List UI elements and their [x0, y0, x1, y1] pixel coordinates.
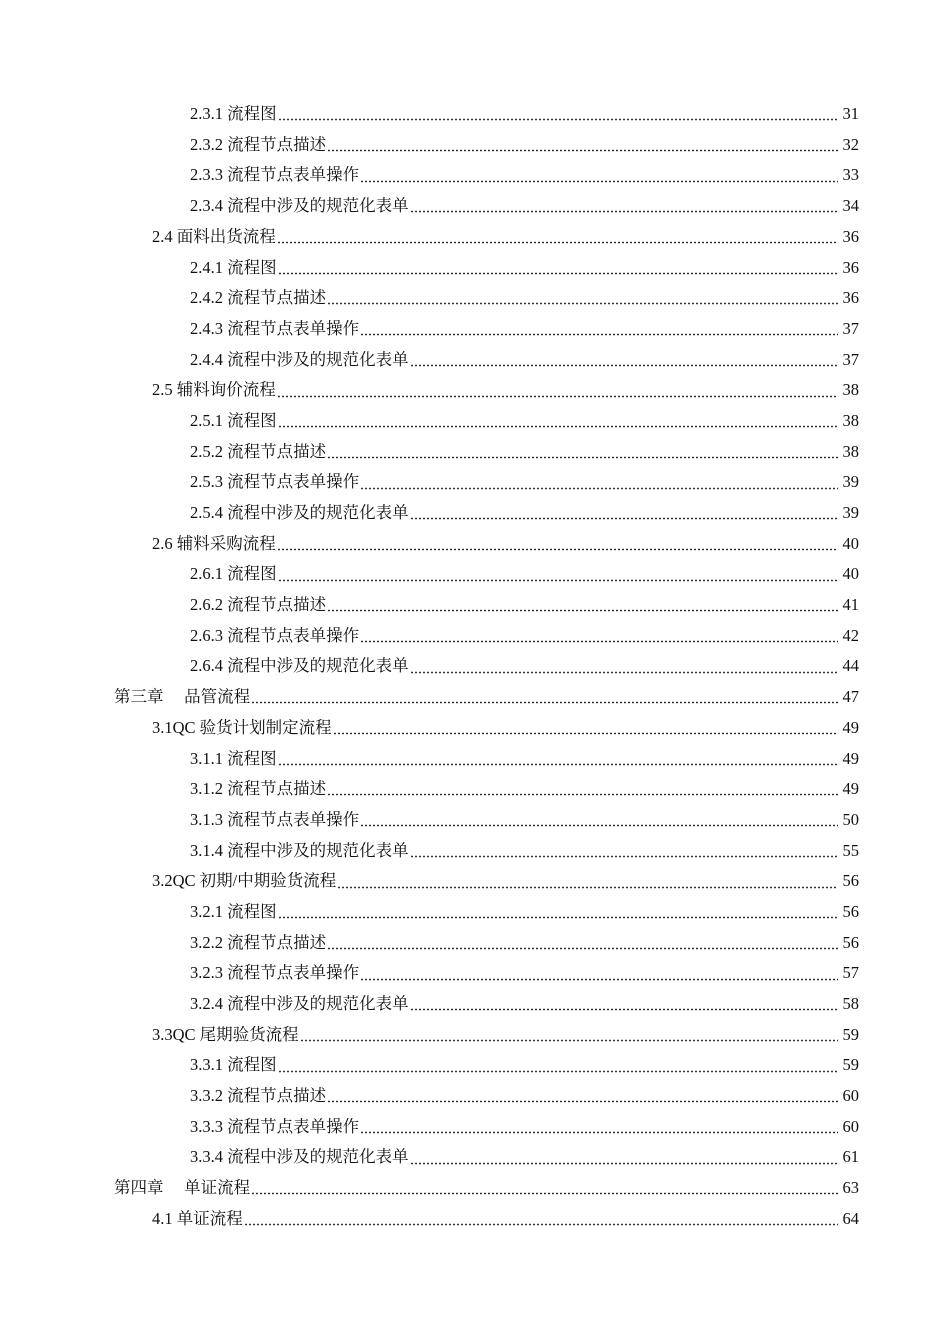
- toc-entry-title: 2.5 辅料询价流程: [152, 380, 276, 400]
- toc-page-number: 40: [842, 564, 859, 584]
- dot-leader: [277, 536, 838, 552]
- toc-entry-title: 2.6.3 流程节点表单操作: [190, 625, 360, 645]
- toc-subsection-entry[interactable]: [0, 774, 950, 805]
- toc-subsection-entry[interactable]: [0, 1142, 950, 1173]
- toc-entry-title: 3.3.4 流程中涉及的规范化表单: [190, 1147, 409, 1167]
- toc-subsection-entry[interactable]: [0, 283, 950, 314]
- toc-section-entry[interactable]: [0, 1020, 950, 1051]
- dot-leader: [278, 106, 838, 122]
- dot-leader: [410, 1150, 838, 1166]
- toc-entry-title: 3.1.3 流程节点表单操作: [190, 809, 360, 829]
- toc-subsection-entry[interactable]: [0, 99, 950, 130]
- toc-entry-title: 3.1.4 流程中涉及的规范化表单: [190, 840, 409, 860]
- dot-leader: [410, 505, 838, 521]
- toc-page-number: 38: [842, 380, 859, 400]
- toc-entry-title: 3.3.2 流程节点描述: [190, 1086, 327, 1106]
- dot-leader: [278, 567, 838, 583]
- toc-page-number: 56: [842, 871, 859, 891]
- toc-subsection-entry[interactable]: [0, 160, 950, 191]
- toc-page-number: 59: [842, 1055, 859, 1075]
- toc-subsection-entry[interactable]: [0, 406, 950, 437]
- toc-subsection-entry[interactable]: [0, 467, 950, 498]
- dot-leader: [410, 843, 838, 859]
- dot-leader: [277, 229, 838, 245]
- toc-page-number: 49: [842, 779, 859, 799]
- toc-subsection-entry[interactable]: [0, 836, 950, 867]
- toc-page-number: 34: [842, 196, 859, 216]
- toc-subsection-entry[interactable]: [0, 590, 950, 621]
- toc-entry-title: 3.3QC 尾期验货流程: [152, 1024, 299, 1044]
- toc-entry-title: 2.6 辅料采购流程: [152, 533, 276, 553]
- toc-page-number: 64: [842, 1208, 859, 1228]
- toc-page-number: 36: [842, 226, 859, 246]
- toc-entry-title: 2.6.2 流程节点描述: [190, 595, 327, 615]
- toc-entry-title: 2.4.2 流程节点描述: [190, 288, 327, 308]
- toc-page-number: 31: [842, 104, 859, 124]
- toc-section-entry[interactable]: [0, 222, 950, 253]
- toc-subsection-entry[interactable]: [0, 1081, 950, 1112]
- toc-page-number: 49: [842, 717, 859, 737]
- toc-entry-title: 3.2QC 初期/中期验货流程: [152, 871, 337, 891]
- dot-leader: [410, 659, 838, 675]
- toc-page-number: 56: [842, 901, 859, 921]
- toc-entry-title: 2.4.1 流程图: [190, 257, 277, 277]
- toc-page-number: 55: [842, 840, 859, 860]
- toc-page-number: 60: [842, 1116, 859, 1136]
- dot-leader: [410, 198, 838, 214]
- dot-leader: [360, 1119, 838, 1135]
- dot-leader: [251, 1180, 838, 1196]
- toc-page-number: 42: [842, 625, 859, 645]
- toc-entry-title: 3.2.4 流程中涉及的规范化表单: [190, 994, 409, 1014]
- dot-leader: [278, 904, 838, 920]
- dot-leader: [360, 812, 838, 828]
- dot-leader: [327, 1088, 838, 1104]
- toc-entry-title: 2.5.3 流程节点表单操作: [190, 472, 360, 492]
- toc-entry-title: 3.3.1 流程图: [190, 1055, 277, 1075]
- dot-leader: [327, 137, 838, 153]
- dot-leader: [360, 628, 838, 644]
- toc-subsection-entry[interactable]: [0, 989, 950, 1020]
- toc-entry-title: 2.3.4 流程中涉及的规范化表单: [190, 196, 409, 216]
- toc-page-number: 38: [842, 410, 859, 430]
- toc-page-number: 41: [842, 595, 859, 615]
- toc-subsection-entry[interactable]: [0, 437, 950, 468]
- toc-subsection-entry[interactable]: [0, 1112, 950, 1143]
- dot-leader: [327, 935, 838, 951]
- toc-entry-title: 3.1QC 验货计划制定流程: [152, 717, 332, 737]
- dot-leader: [327, 597, 838, 613]
- toc-entry-title: 2.3.3 流程节点表单操作: [190, 165, 360, 185]
- toc-entry-title: 第四章 单证流程: [114, 1178, 251, 1198]
- toc-section-entry[interactable]: [0, 1204, 950, 1235]
- toc-subsection-entry[interactable]: [0, 621, 950, 652]
- toc-entry-title: 2.4.3 流程节点表单操作: [190, 318, 360, 338]
- dot-leader: [278, 260, 838, 276]
- toc-entry-title: 2.4.4 流程中涉及的规范化表单: [190, 349, 409, 369]
- toc-section-entry[interactable]: [0, 866, 950, 897]
- toc-page-number: 32: [842, 134, 859, 154]
- toc-entry-title: 3.1.1 流程图: [190, 748, 277, 768]
- toc-section-entry[interactable]: [0, 713, 950, 744]
- dot-leader: [277, 383, 838, 399]
- toc-subsection-entry[interactable]: [0, 498, 950, 529]
- dot-leader: [300, 1027, 838, 1043]
- dot-leader: [337, 874, 838, 890]
- toc-page-number: 47: [842, 687, 859, 707]
- toc-subsection-entry[interactable]: [0, 897, 950, 928]
- toc-subsection-entry[interactable]: [0, 130, 950, 161]
- toc-subsection-entry[interactable]: [0, 314, 950, 345]
- toc-subsection-entry[interactable]: [0, 958, 950, 989]
- toc-subsection-entry[interactable]: [0, 1050, 950, 1081]
- dot-leader: [327, 290, 838, 306]
- toc-page-number: 36: [842, 257, 859, 277]
- toc-entry-title: 3.2.2 流程节点描述: [190, 932, 327, 952]
- toc-subsection-entry[interactable]: [0, 805, 950, 836]
- toc-entry-title: 2.6.1 流程图: [190, 564, 277, 584]
- toc-entry-title: 3.3.3 流程节点表单操作: [190, 1116, 360, 1136]
- toc-chapter-entry[interactable]: [0, 1173, 950, 1204]
- dot-leader: [410, 352, 838, 368]
- toc-page-number: 37: [842, 349, 859, 369]
- toc-page-number: 36: [842, 288, 859, 308]
- toc-section-entry[interactable]: [0, 529, 950, 560]
- dot-leader: [360, 966, 838, 982]
- toc-page-number: 63: [842, 1178, 859, 1198]
- toc-page-number: 39: [842, 503, 859, 523]
- toc-page-number: 59: [842, 1024, 859, 1044]
- toc-entry-title: 2.5.1 流程图: [190, 410, 277, 430]
- toc-subsection-entry[interactable]: [0, 928, 950, 959]
- toc-entry-title: 3.2.3 流程节点表单操作: [190, 963, 360, 983]
- toc-subsection-entry[interactable]: [0, 651, 950, 682]
- toc-page-number: 38: [842, 441, 859, 461]
- toc-entry-title: 2.3.1 流程图: [190, 104, 277, 124]
- toc-page-number: 58: [842, 994, 859, 1014]
- toc-entry-title: 4.1 单证流程: [152, 1208, 243, 1228]
- toc-chapter-entry[interactable]: [0, 682, 950, 713]
- toc-entry-title: 3.2.1 流程图: [190, 901, 277, 921]
- toc-subsection-entry[interactable]: [0, 743, 950, 774]
- toc-page-number: 56: [842, 932, 859, 952]
- toc-page-number: 60: [842, 1086, 859, 1106]
- toc-page-number: 57: [842, 963, 859, 983]
- dot-leader: [360, 321, 838, 337]
- dot-leader: [360, 168, 838, 184]
- toc-page-number: 33: [842, 165, 859, 185]
- toc-entry-title: 2.4 面料出货流程: [152, 226, 276, 246]
- toc-entry-title: 2.5.4 流程中涉及的规范化表单: [190, 503, 409, 523]
- dot-leader: [327, 444, 838, 460]
- toc-page-number: 61: [842, 1147, 859, 1167]
- toc-subsection-entry[interactable]: [0, 252, 950, 283]
- dot-leader: [278, 413, 838, 429]
- toc-page-number: 50: [842, 809, 859, 829]
- dot-leader: [278, 751, 838, 767]
- toc-subsection-entry[interactable]: [0, 559, 950, 590]
- toc-section-entry[interactable]: [0, 375, 950, 406]
- dot-leader: [244, 1211, 838, 1227]
- toc-entry-title: 2.3.2 流程节点描述: [190, 134, 327, 154]
- toc-page-number: 44: [842, 656, 859, 676]
- dot-leader: [410, 996, 838, 1012]
- toc-entry-title: 第三章 品管流程: [114, 687, 251, 707]
- dot-leader: [360, 475, 838, 491]
- toc-page-number: 39: [842, 472, 859, 492]
- dot-leader: [278, 1058, 838, 1074]
- toc-entry-title: 3.1.2 流程节点描述: [190, 779, 327, 799]
- dot-leader: [327, 781, 838, 797]
- dot-leader: [251, 689, 838, 705]
- table-of-contents: [0, 99, 950, 1234]
- toc-page-number: 49: [842, 748, 859, 768]
- toc-subsection-entry[interactable]: [0, 345, 950, 376]
- toc-subsection-entry[interactable]: [0, 191, 950, 222]
- toc-page-number: 37: [842, 318, 859, 338]
- toc-page-number: 40: [842, 533, 859, 553]
- dot-leader: [333, 720, 838, 736]
- toc-entry-title: 2.5.2 流程节点描述: [190, 441, 327, 461]
- toc-entry-title: 2.6.4 流程中涉及的规范化表单: [190, 656, 409, 676]
